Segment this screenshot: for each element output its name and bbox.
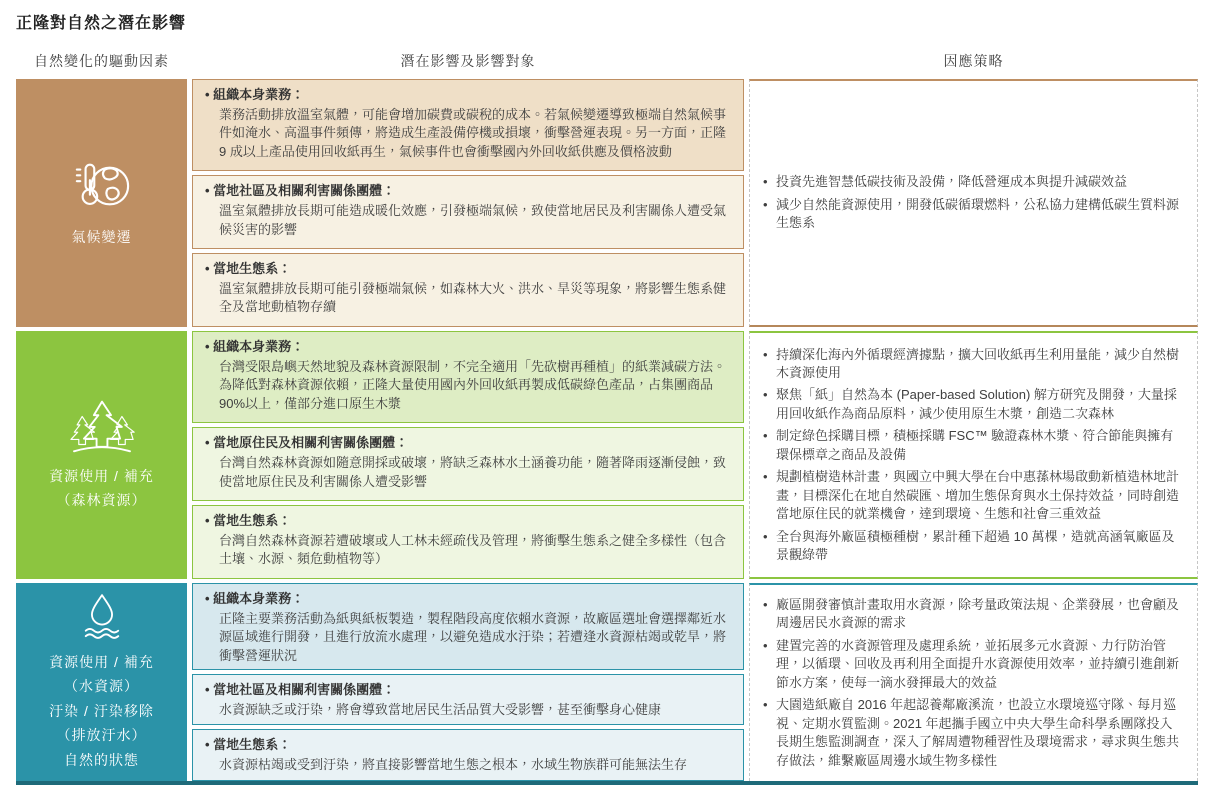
strategy-item: • 持續深化海內外循環經濟據點，擴大回收紙再生利用量能，減少自然樹木資源使用 [762,346,1185,383]
strategy-item: • 建置完善的水資源管理及處理系統，並拓展多元水資源、力行防治管理，以循環、回收及再利用全面提升水資源使用效率，並持續引進創新節水方案，使每一滴水發揮最大的效益 [762,637,1185,692]
driver-label-line: （排放汙水） [56,727,147,744]
impact-heading: • 當地生態系： [205,736,731,755]
table-row-climate [16,79,1198,327]
impact-body: 溫室氣體排放長期可能造成暖化效應，引發極端氣候，致使當地居民及利害關係人遭受氣候災害的影響 [219,203,727,237]
strategy-item: • 全台與海外廠區積極種樹，累計種下超過 10 萬棵，造就高涵氧廠區及景觀綠帶 [762,528,1185,565]
strategy-item: • 規劃植樹造林計畫，與國立中興大學在台中惠蓀林場啟動新植造林地計畫，目標深化在地自然碳匯、增加生態保育與水土保持效益，同時創造當地原住民的就業機會，達到環境、生態和社會三重效益 [762,468,1185,523]
driver-cell-forest [16,331,187,579]
strategy-item: • 廠區開發審慎計畫取用水資源，除考量政策法規、企業發展，也會顧及周邊居民水資源的需求 [762,596,1185,633]
impact-block [192,253,744,327]
impact-heading: • 當地原住民及相關利害關係團體： [205,434,731,453]
impact-block [192,79,744,171]
impact-body: 業務活動排放溫室氣體，可能會增加碳費或碳稅的成本。若氣候變遷導致極端自然氣候事件如淹水、高溫事件頻傳，將造成生產設備停機或損壞，衝擊營運表現。另一方面，正隆 9 成以上產品使用回收紙再生，氣候事件也會衝擊國內外回收紙供應及價格波動 [219,106,727,159]
impact-column-forest [192,331,744,579]
impact-block [192,729,744,781]
driver-label: 氣候變遷 [71,228,132,245]
impact-heading: • 當地社區及相關利害關係團體： [205,182,731,201]
strategy-item: • 聚焦「紙」自然為本 (Paper-based Solution) 解方研究及開發，大量採用回收紙作為商品原料，減少使用原生木漿，創造二次森林 [762,386,1185,423]
strategy-list [762,342,1185,569]
strategy-item: • 大園造紙廠自 2016 年起認養鄰廠溪流，也設立水環境巡守隊、每月巡視、定期水質監測。2021 年起攜手國立中央大學生命科學系團隊投入長期生態監測調查，深入了解周遭物種習性及環境需求，尋求與生態共存做法，維繫廠區周邊水域生物多樣性 [762,696,1185,770]
driver-label [49,464,154,513]
driver-label-line: 資源使用 / 補充 [49,653,154,670]
impact-block [192,583,744,670]
impact-heading: • 當地社區及相關利害關係團體： [205,681,731,700]
driver-label-line: 自然的狀態 [63,751,139,768]
impact-body: 台灣自然森林資源如隨意開採或破壞，將缺乏森林水土涵養功能，隨著降雨逐漸侵蝕，致使當地原住民及利害關係人遭受影響 [219,455,727,489]
impact-block [192,331,744,423]
water-drop-icon [77,592,127,640]
impact-body: 台灣自然森林資源若遭破壞或人工林未經疏伐及管理，將衝擊生態系之健全多樣性（包含土壤、水源、頻危動植物等） [219,532,727,567]
driver-label-line: （水資源） [63,678,139,695]
strategy-item: • 減少自然能資源使用，開發低碳循環燃料，公私協力建構低碳生質料源生態系 [762,196,1185,233]
page-title: 正隆對自然之潛在影響 [16,15,187,32]
strategy-column-water [749,583,1198,781]
impact-heading: • 組織本身業務： [205,86,731,105]
driver-label-line: 汙染 / 汙染移除 [49,702,154,719]
impact-heading: • 當地生態系： [205,512,731,531]
strategy-list [762,169,1185,236]
impact-block [192,505,744,579]
strategy-column-forest [749,331,1198,579]
thermometer-globe-icon [71,157,133,215]
forest-trees-icon [68,398,136,454]
driver-cell-climate [16,79,187,327]
column-header-strategy: 因應策略 [943,53,1004,69]
impact-block [192,674,744,726]
impact-body: 水資源枯竭或受到汙染，將直接影響當地生態之根本，水域生物族群可能無法生存 [219,757,688,773]
driver-label-line: 資源使用 / 補充 [49,467,154,484]
impact-body: 水資源缺乏或汙染，將會導致當地居民生活品質大受影響，甚至衝擊身心健康 [219,701,662,717]
table-row-water [16,583,1198,785]
impact-block [192,427,744,501]
strategy-list [762,592,1185,774]
impact-body: 溫室氣體排放長期可能引發極端氣候，如森林大火、洪水、旱災等現象，將影響生態系健全及當地動植物存續 [219,280,727,315]
impact-column-climate [192,79,744,327]
impact-body: 台灣受限島嶼天然地貌及森林資源限制，不完全適用「先砍樹再種植」的紙業減碳方法。為降低對森林資源依賴，正隆大量使用國內外回收紙再製成低碳綠色產品，占集團商品 90%以上，僅部分進口原生木漿 [219,358,727,411]
column-header-driver: 自然變化的驅動因素 [34,53,169,69]
strategy-item: • 投資先進智慧低碳技術及設備，降低營運成本與提升減碳效益 [762,173,1185,191]
table-row-forest [16,331,1198,579]
impact-block [192,175,744,249]
column-headers [16,51,1198,71]
driver-cell-water [16,583,187,781]
driver-label-line: （森林資源） [56,492,147,508]
impact-heading: • 組織本身業務： [205,590,731,609]
strategy-column-climate [749,79,1198,327]
impact-heading: • 組織本身業務： [205,338,731,357]
strategy-item: • 制定綠色採購目標，積極採購 FSC™ 驗證森林木漿、符合節能與擁有環保標章之商品及設備 [762,427,1185,464]
impact-heading: • 當地生態系： [205,260,731,279]
impact-column-water [192,583,744,781]
nature-impact-table [16,79,1198,785]
driver-label [49,650,154,773]
column-header-impact: 潛在影響及影響對象 [400,53,536,69]
impact-body: 正隆主要業務活動為紙與紙板製造，製程階段高度依賴水資源，故廠區選址會選擇鄰近水源區域進行開發，且進行放流水處理，以避免造成水汙染；若遭逢水資源枯竭或乾旱，將衝擊營運狀況 [219,610,727,663]
